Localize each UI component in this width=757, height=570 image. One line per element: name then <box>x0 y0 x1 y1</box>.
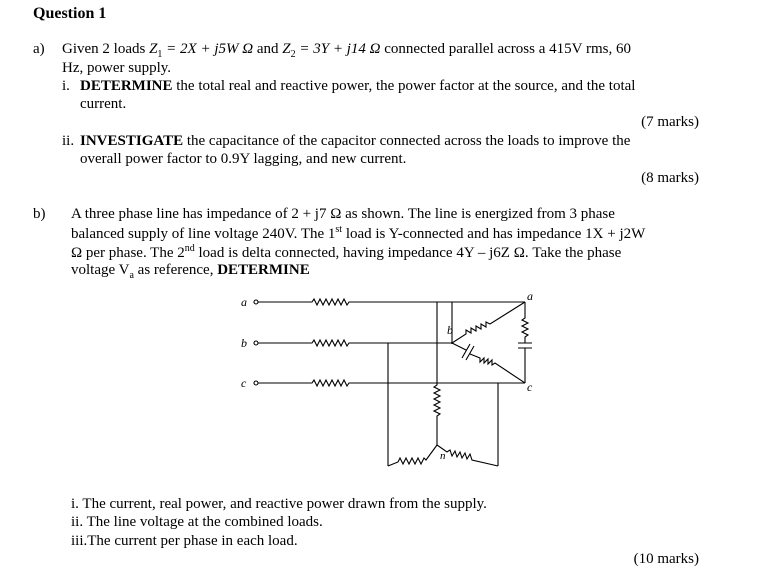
part-a-i-line1: DETERMINE the total real and reactive power, the power factor at the source, and the total <box>80 78 636 94</box>
part-a-intro-line1: Given 2 loads $Z_1 = 2X + j5W$ Ω and $Z_2 = 3Y + j14$ Ω connected parallel across a 415V rms, 60 <box>62 41 631 60</box>
delta-ac-capacitor <box>518 343 532 348</box>
part-b-q1: i. The current, real power, and reactive power drawn from the supply. <box>71 496 487 512</box>
line-b-wire <box>258 340 452 346</box>
line-c-wire <box>258 380 525 386</box>
part-b-q3: iii.The current per phase in each load. <box>71 533 298 549</box>
part-b-label: b) <box>33 206 46 222</box>
delta-a-label: a <box>527 289 533 303</box>
terminal-c <box>254 381 258 385</box>
delta-ac-impedance <box>522 302 528 343</box>
terminal-b-label: b <box>241 336 247 350</box>
part-a-ii-label: ii. <box>62 133 75 149</box>
part-a-i-label: i. <box>62 78 70 94</box>
y-load-a-impedance <box>434 302 440 445</box>
part-b-line4: voltage $V_a$ as reference, DETERMINE <box>71 262 310 281</box>
part-a-i-line2: current. <box>80 96 127 112</box>
terminal-c-label: c <box>241 376 247 390</box>
delta-b-label: b <box>447 323 453 337</box>
y-load-b-impedance <box>388 445 437 466</box>
delta-bc-impedance <box>452 343 525 383</box>
y-load-c-impedance <box>437 445 498 466</box>
line-a-wire <box>258 299 525 305</box>
part-a-i-marks: (7 marks) <box>641 114 699 130</box>
part-b-line2: balanced supply of line voltage 240V. The 1st load is Y-connected and has impedance 1X + j2W <box>71 224 646 242</box>
part-b-line1: A three phase line has impedance of 2 + j7 Ω as shown. The line is energized from 3 phase <box>71 206 615 222</box>
neutral-n-label: n <box>440 450 446 462</box>
terminal-a <box>254 300 258 304</box>
delta-ab-impedance <box>452 302 525 343</box>
part-b-marks: (10 marks) <box>633 551 699 567</box>
part-b-q2: ii. The line voltage at the combined loads. <box>71 514 323 530</box>
delta-c-label: c <box>527 380 533 394</box>
part-a-label: a) <box>33 41 45 57</box>
part-b-line3: Ω per phase. The 2nd load is delta connected, having impedance 4Y – j6Z Ω. Take the phase <box>71 243 622 261</box>
terminal-b <box>254 341 258 345</box>
part-a-ii-marks: (8 marks) <box>641 170 699 186</box>
terminal-a-label: a <box>241 295 247 309</box>
part-a-ii-line1: INVESTIGATE the capacitance of the capacitor connected across the loads to improve the <box>80 133 631 149</box>
part-a-intro-line2: Hz, power supply. <box>62 60 172 76</box>
question-heading: Question 1 <box>33 5 107 22</box>
part-a-ii-line2: overall power factor to 0.9Y lagging, and new current. <box>80 151 407 167</box>
